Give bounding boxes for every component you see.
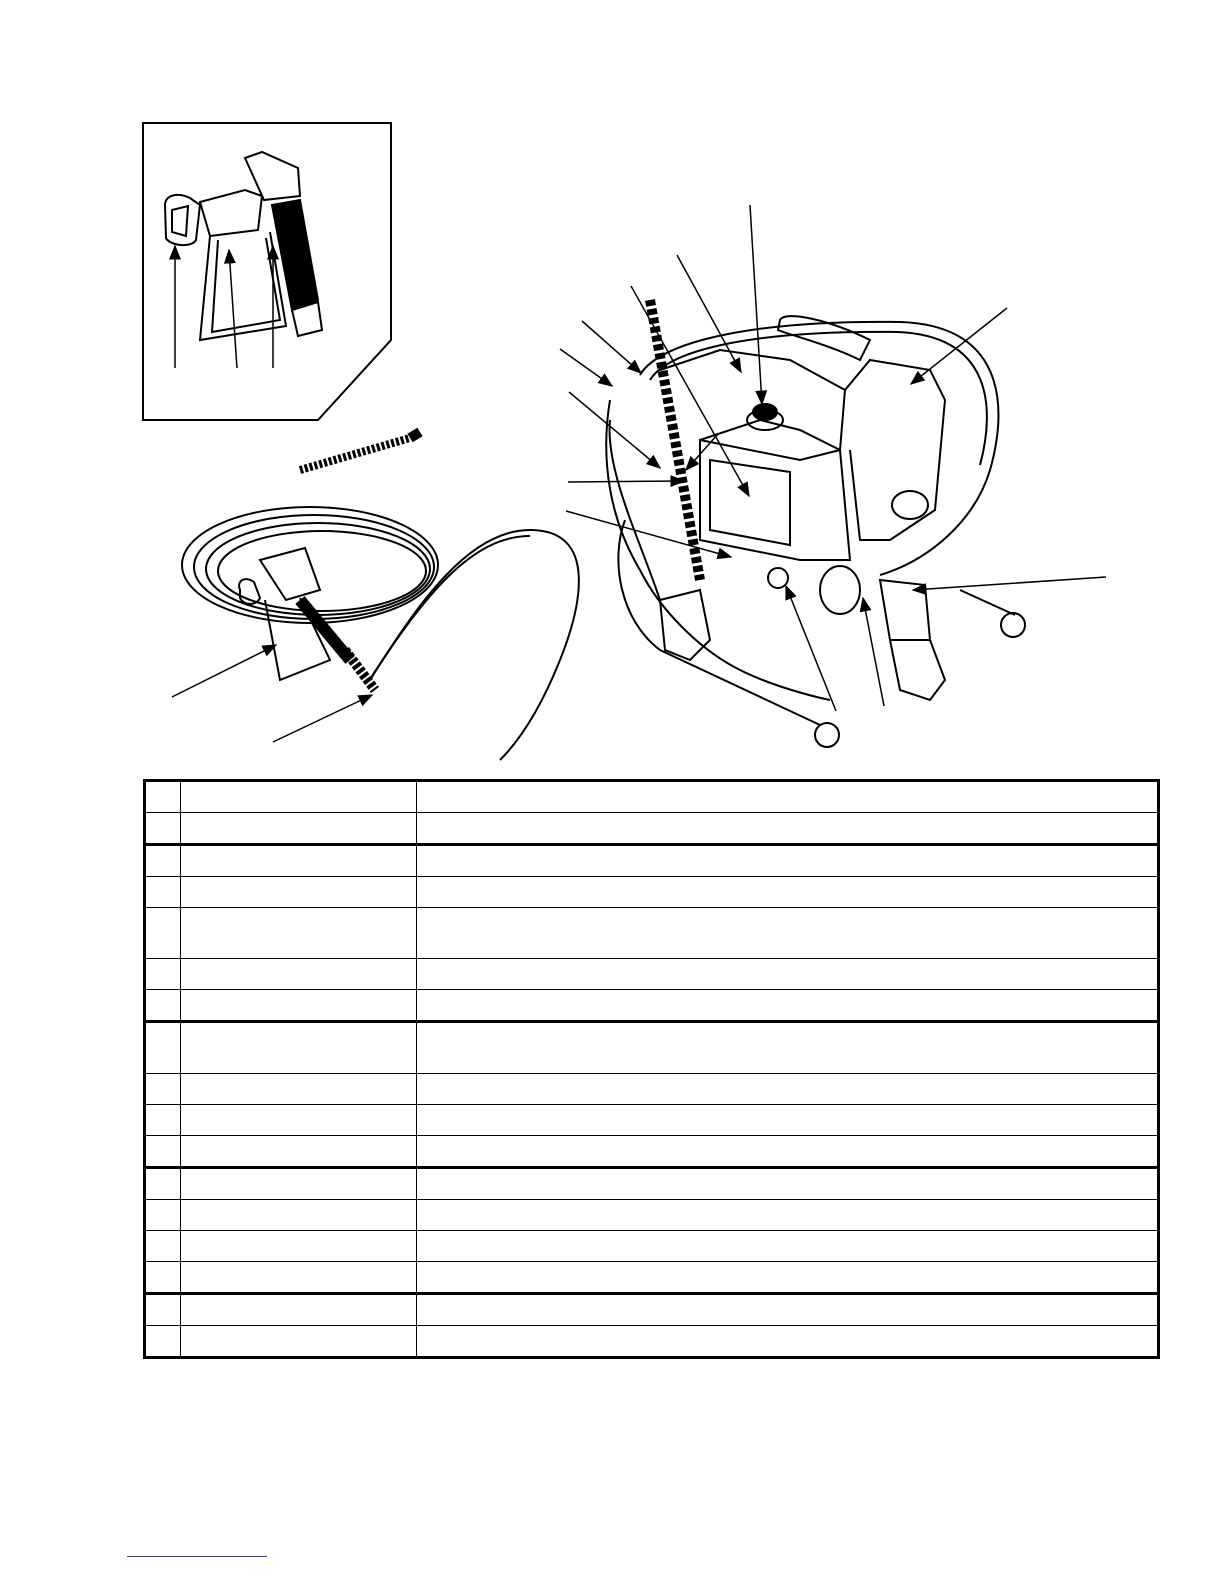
description-cell bbox=[417, 1136, 1159, 1168]
table-row bbox=[145, 1074, 1159, 1105]
table-row bbox=[145, 1168, 1159, 1200]
description-cell bbox=[417, 1168, 1159, 1200]
description-cell bbox=[417, 1262, 1159, 1294]
ref-cell bbox=[145, 1168, 181, 1200]
component-cell bbox=[181, 813, 417, 845]
table-row bbox=[145, 959, 1159, 990]
description-cell bbox=[417, 1074, 1159, 1105]
inset-spray-gun-drawing bbox=[165, 152, 322, 340]
table-row bbox=[145, 908, 1159, 959]
sprayer-callout-leaders bbox=[560, 205, 1106, 711]
ref-cell bbox=[145, 877, 181, 908]
ref-cell bbox=[145, 1105, 181, 1136]
component-cell bbox=[181, 908, 417, 959]
component-cell bbox=[181, 990, 417, 1022]
ref-cell bbox=[145, 1231, 181, 1262]
table-row bbox=[145, 1200, 1159, 1231]
component-cell bbox=[181, 1136, 417, 1168]
ref-cell bbox=[145, 1326, 181, 1358]
component-cell bbox=[181, 845, 417, 877]
component-cell bbox=[181, 1294, 417, 1326]
table-row bbox=[145, 1262, 1159, 1294]
description-cell bbox=[417, 1022, 1159, 1074]
table-row bbox=[145, 1326, 1159, 1358]
ref-cell bbox=[145, 959, 181, 990]
table-row bbox=[145, 990, 1159, 1022]
table-row bbox=[145, 1294, 1159, 1326]
component-cell bbox=[181, 959, 417, 990]
component-cell bbox=[181, 1022, 417, 1074]
table-row bbox=[145, 1105, 1159, 1136]
inset-callout-leaders bbox=[175, 246, 273, 368]
description-cell bbox=[417, 877, 1159, 908]
ref-cell bbox=[145, 845, 181, 877]
description-cell bbox=[417, 990, 1159, 1022]
description-cell bbox=[417, 1105, 1159, 1136]
header-ref bbox=[145, 781, 181, 813]
table-header-row bbox=[145, 781, 1159, 813]
component-cell bbox=[181, 1074, 417, 1105]
component-cell bbox=[181, 877, 417, 908]
header-description bbox=[417, 781, 1159, 813]
description-cell bbox=[417, 1326, 1159, 1358]
component-cell bbox=[181, 1105, 417, 1136]
description-cell bbox=[417, 813, 1159, 845]
component-cell bbox=[181, 1231, 417, 1262]
description-cell bbox=[417, 1200, 1159, 1231]
component-cell bbox=[181, 1168, 417, 1200]
footer-link-underline[interactable] bbox=[127, 1556, 267, 1557]
description-cell bbox=[417, 1294, 1159, 1326]
ref-cell bbox=[145, 990, 181, 1022]
component-cell bbox=[181, 1262, 417, 1294]
ref-cell bbox=[145, 1200, 181, 1231]
sprayer-components-figure bbox=[0, 0, 1224, 780]
ref-cell bbox=[145, 1022, 181, 1074]
table-row bbox=[145, 845, 1159, 877]
component-table bbox=[143, 779, 1160, 1359]
gun-inset bbox=[143, 123, 391, 420]
component-cell bbox=[181, 1326, 417, 1358]
description-cell bbox=[417, 908, 1159, 959]
table-row bbox=[145, 1022, 1159, 1074]
description-cell bbox=[417, 845, 1159, 877]
ref-cell bbox=[145, 1074, 181, 1105]
table-row bbox=[145, 813, 1159, 845]
component-cell bbox=[181, 1200, 417, 1231]
hose-and-gun-drawing bbox=[182, 432, 579, 760]
description-cell bbox=[417, 1231, 1159, 1262]
header-component bbox=[181, 781, 417, 813]
ref-cell bbox=[145, 813, 181, 845]
ref-cell bbox=[145, 1262, 181, 1294]
table-row bbox=[145, 1136, 1159, 1168]
ref-cell bbox=[145, 1294, 181, 1326]
table-row bbox=[145, 877, 1159, 908]
sprayer-unit-drawing bbox=[606, 300, 1025, 747]
table-row bbox=[145, 1231, 1159, 1262]
description-cell bbox=[417, 959, 1159, 990]
ref-cell bbox=[145, 908, 181, 959]
ref-cell bbox=[145, 1136, 181, 1168]
